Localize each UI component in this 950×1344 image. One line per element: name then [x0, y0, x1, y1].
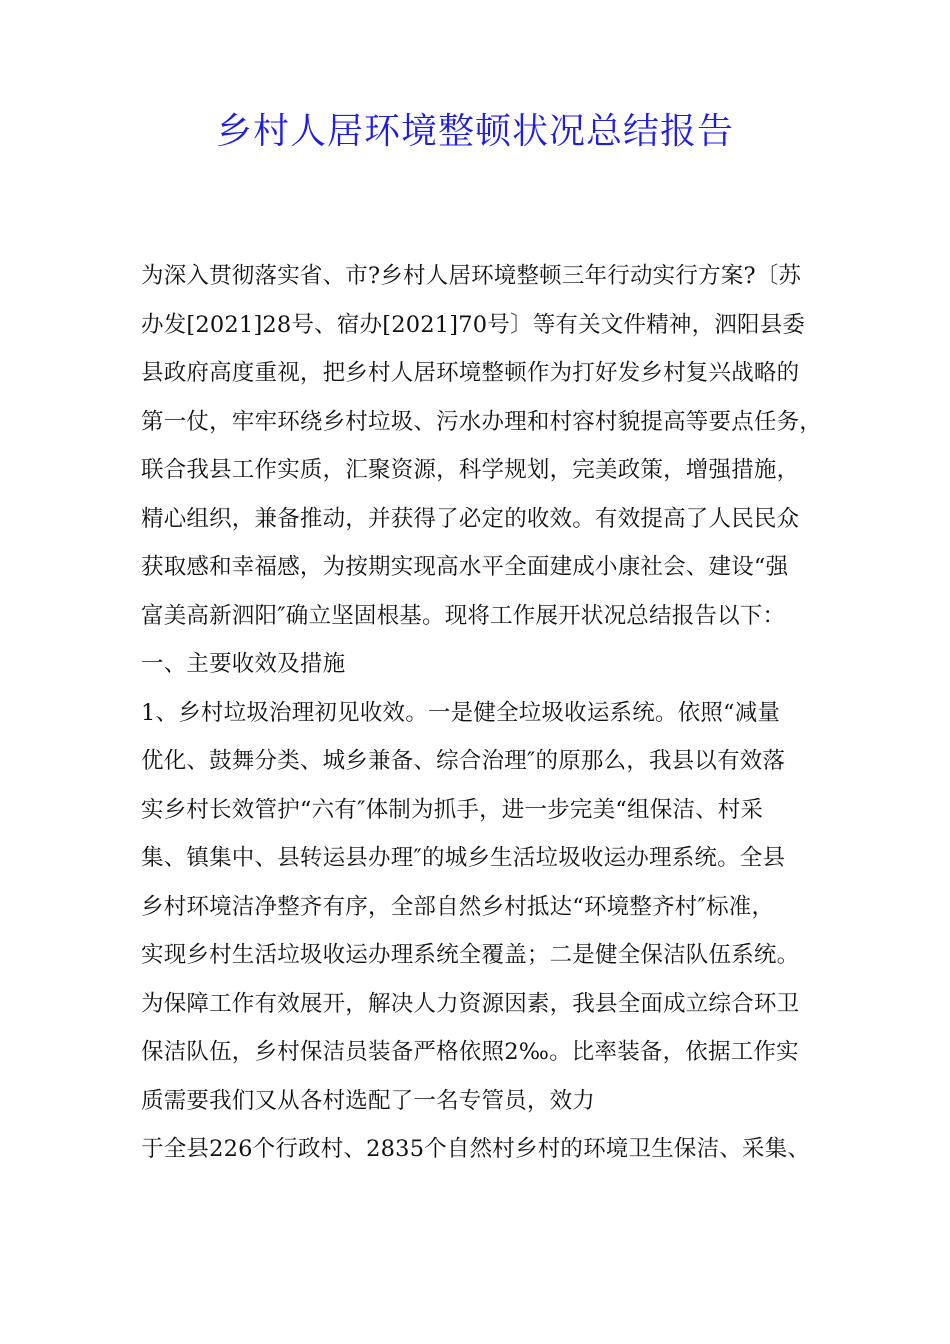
document-title: 乡村人居环境整顿状况总结报告 — [215, 111, 734, 152]
section-heading: 一、主要收效及措施 — [141, 651, 346, 677]
body-line: 获取感和幸福感，为按期实现高水平全面建成小康社会、建设“强 — [141, 554, 789, 580]
body-line: 为保障工作有效展开，解决人力资源因素，我县全面成立综合环卫 — [141, 990, 800, 1017]
body-line: 富美高新泗阳″确立坚固根基。现将工作展开状况总结报告以下： — [141, 602, 786, 629]
body-line: 联合我县工作实质，汇聚资源，科学规划，完美政策，增强措施， — [141, 457, 800, 483]
body-line: 为深入贯彻落实省、市?乡村人居环境整顿三年行动实行方案?〔苏 — [141, 263, 802, 289]
body-line: 于全县226个行政村、2835个自然村乡村的环境卫生保洁、采集、 — [141, 1136, 811, 1162]
body-line: 精心组织，兼备推动，并获得了必定的收效。有效提高了人民民众 — [141, 505, 800, 532]
body-line: 办发[2021]28号、宿办[2021]70号〕等有关文件精神，泗阳县委 — [141, 311, 806, 338]
body-line: 保洁队伍，乡村保洁员装备严格依照2‰。比率装备，依据工作实 — [141, 1039, 799, 1065]
body-line: 乡村环境洁净整齐有序，全部自然乡村抵达“环境整齐村″标准， — [141, 893, 775, 920]
body-line: 县政府高度重视，把乡村人居环境整顿作为打好发乡村复兴战略的 — [141, 360, 800, 386]
body-line: 集、镇集中、县转运县办理″的城乡生活垃圾收运办理系统。全县 — [141, 845, 786, 871]
body-line: 质需要我们又从各村选配了一名专管员，效力 — [141, 1087, 596, 1114]
body-line: 实现乡村生活垃圾收运办理系统全覆盖；二是健全保洁队伍系统。 — [141, 942, 800, 968]
document-body — [141, 252, 841, 1174]
body-line: 实乡村长效管护“六有″体制为抓手，进一步完美“组保洁、村采 — [141, 796, 764, 823]
body-line: 第一仗，牢牢环绕乡村垃圾、污水办理和村容村貌提高等要点任务， — [141, 408, 823, 435]
body-line: 1、乡村垃圾治理初见收效。一是健全垃圾收运系统。依照“减量 — [141, 699, 781, 726]
body-line: 优化、鼓舞分类、城乡兼备、综合治理″的原那么，我县以有效落 — [141, 748, 786, 774]
